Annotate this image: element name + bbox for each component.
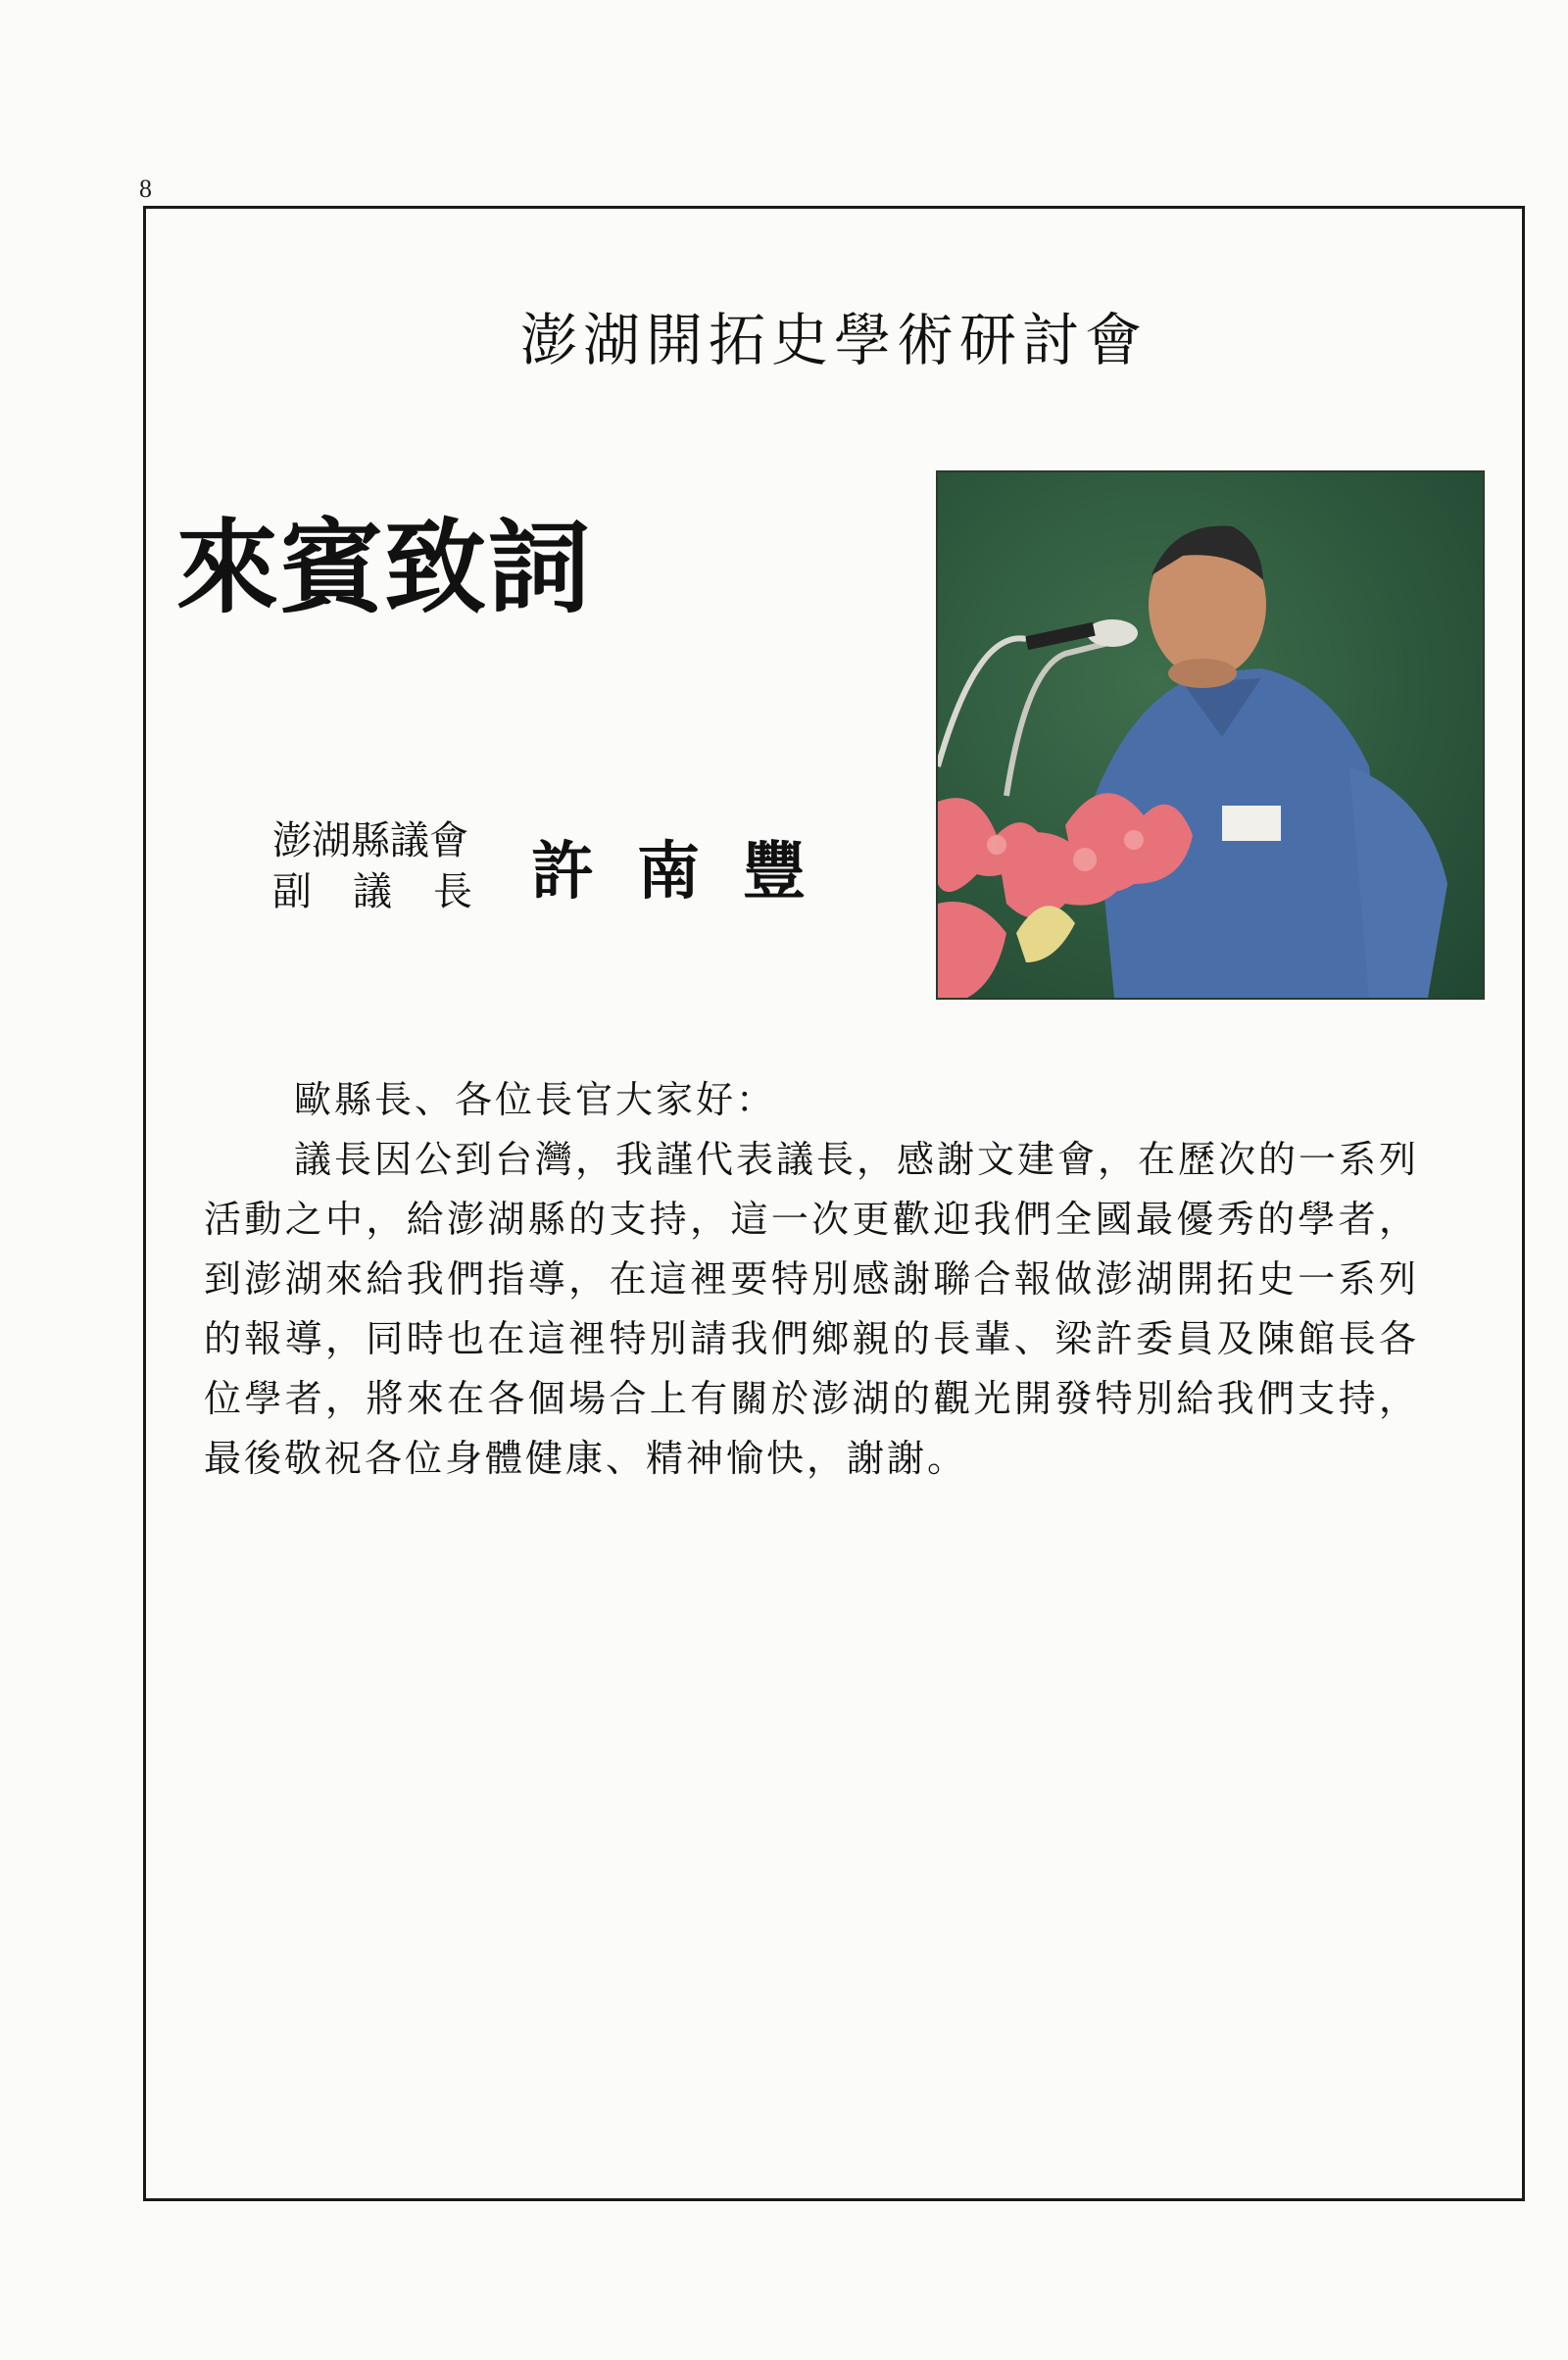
speaker-name: 許南豐 [531,836,849,909]
section-title: 來賓致詞 [176,508,593,627]
speech-paragraph: 議長因公到台灣，我謹代表議長，感謝文建會，在歷次的一系列活動之中，給澎湖縣的支持，這一次更歡迎我們全國最優秀的學者，到澎湖來給我們指導，在這裡要特別感謝聯合報做澎湖開拓史一系列的報導，同時也在這裡特別請我們鄉親的長輩、梁許委員及陳館長各位學者，將來在各個場合上有關於澎湖的觀光開發特別給我們支持，最後敬祝各位身體健康、精神愉快，謝謝。 [204,1138,1420,1480]
speech-body [204,1070,1419,1489]
speaker-title [272,815,514,917]
speaker-org: 澎湖縣議會 [272,818,468,863]
header-title: 澎湖開拓史學術研討會 [519,307,1148,373]
speaker-block [272,815,849,917]
speaker-role: 副議長 [272,869,514,914]
page-number: 8 [139,174,152,203]
speaker-photo [936,470,1485,1000]
speech-greeting: 歐縣長、各位長官大家好： [294,1078,777,1121]
